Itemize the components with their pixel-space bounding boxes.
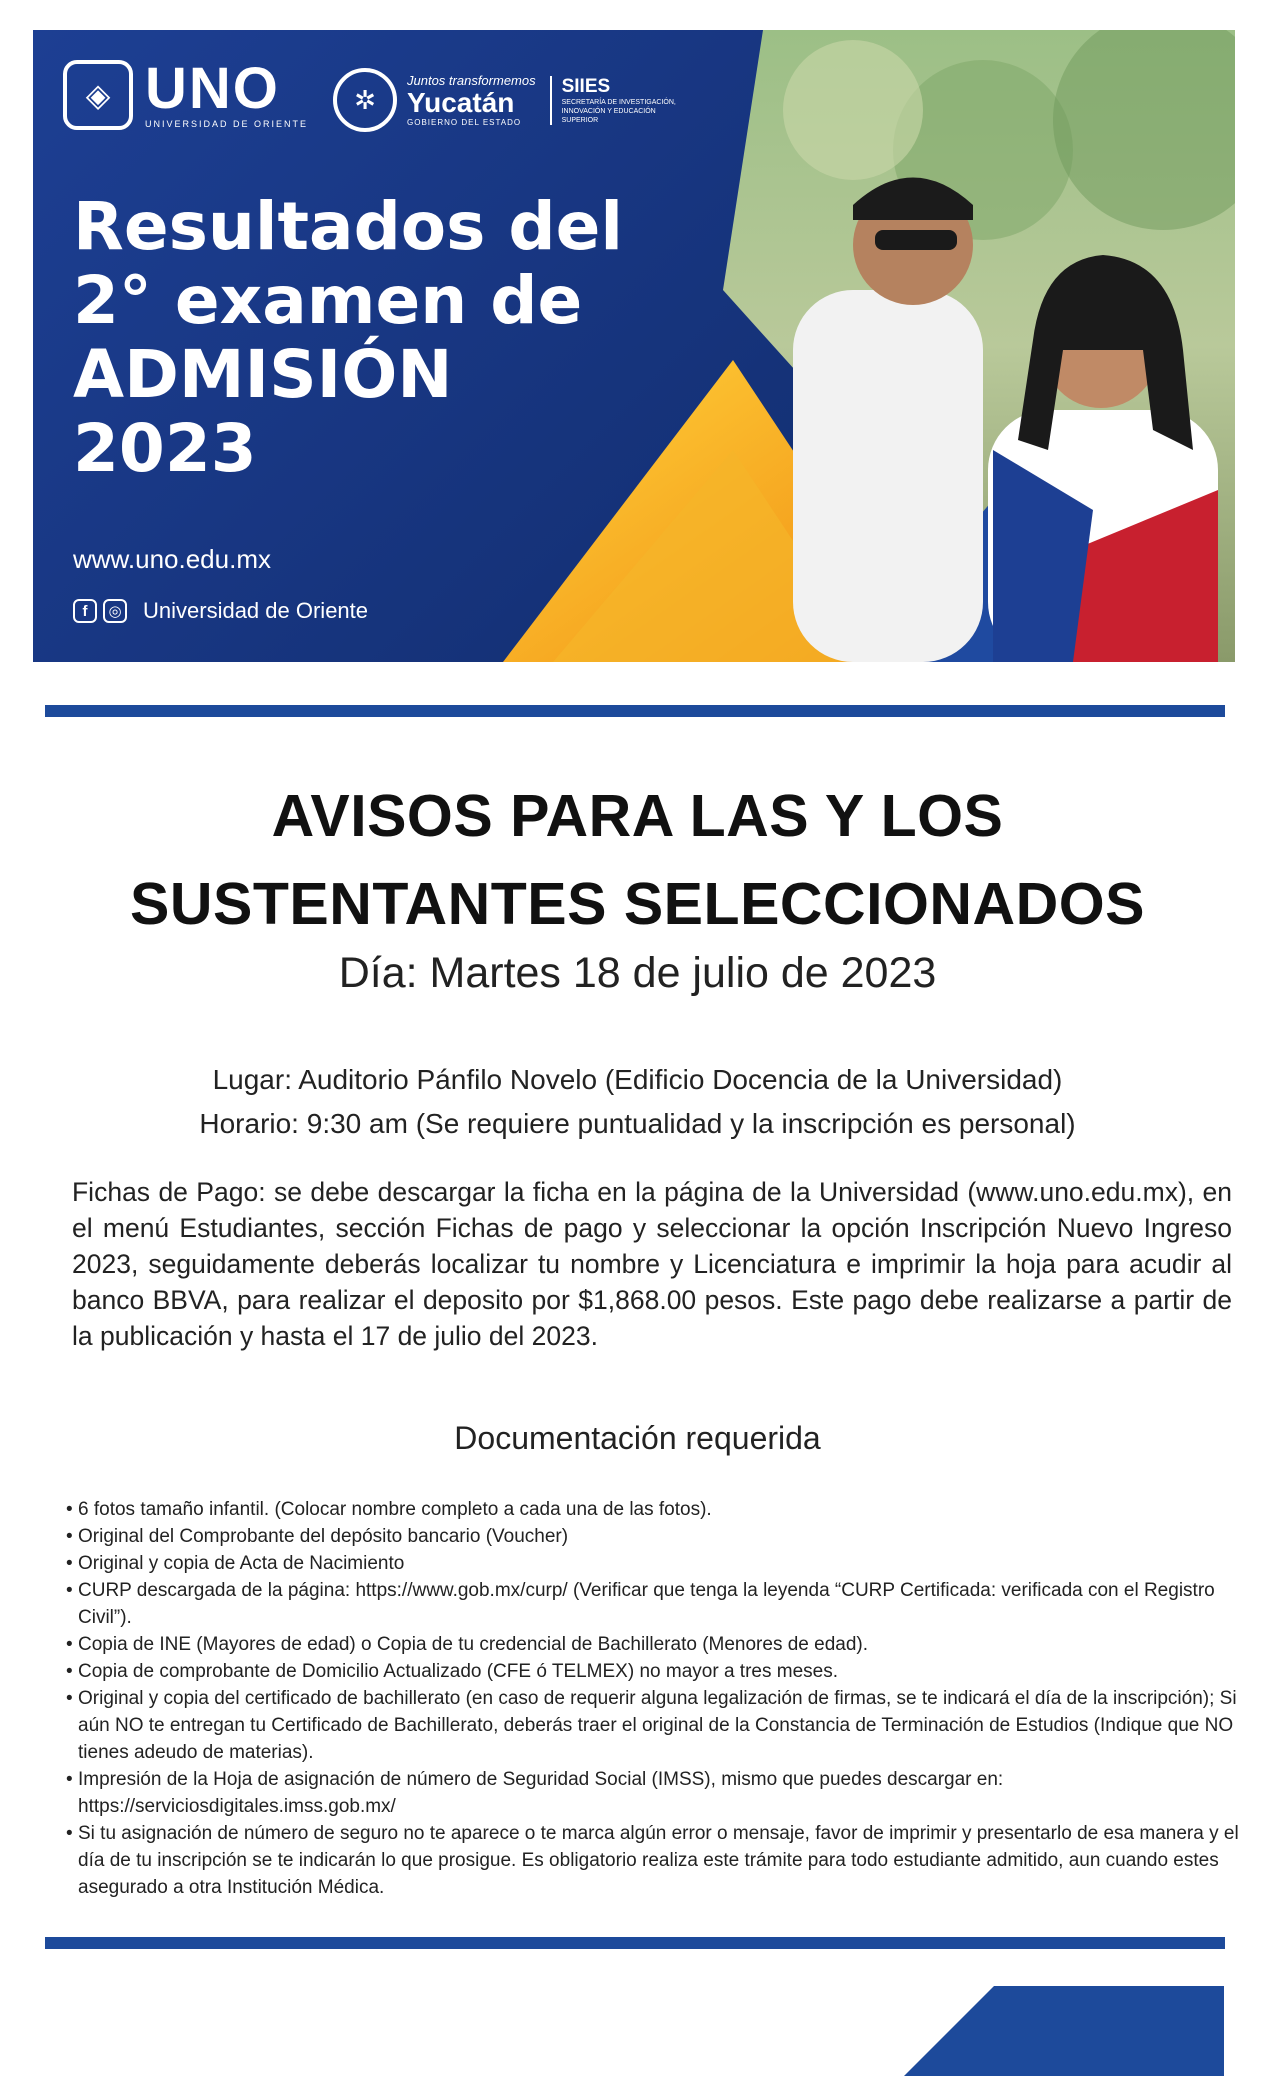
instagram-icon: ◎ — [103, 599, 127, 623]
banner-title-line: ADMISIÓN — [73, 336, 453, 413]
banner-url: www.uno.edu.mx — [73, 544, 271, 574]
uno-logo — [63, 56, 309, 130]
yucatan-tagline: Juntos transformemos — [407, 73, 536, 88]
list-item: • CURP descargada de la página: https://www.gob.mx/curp/ (Verificar que tenga la leyenda “CURP Certificada: verificada con el Registro Civil”). — [66, 1577, 1246, 1631]
banner-title-line: 2023 — [73, 410, 257, 487]
header-banner — [33, 30, 1235, 662]
list-item: • Impresión de la Hoja de asignación de número de Seguridad Social (IMSS), mismo que puedes descargar en: https://serviciosdigitales.imss.gob.mx/ — [66, 1766, 1246, 1820]
bottom-divider — [45, 1937, 1225, 1949]
list-item: • Copia de INE (Mayores de edad) o Copia de tu credencial de Bachillerato (Menores de edad). — [66, 1631, 1246, 1658]
yucatan-emblem-icon: ✲ — [333, 68, 397, 132]
banner-title-line: 2° examen de — [73, 262, 583, 339]
facebook-icon: f — [73, 599, 97, 623]
list-item: • Original y copia de Acta de Nacimiento — [66, 1550, 1246, 1577]
siies-logo — [550, 76, 692, 125]
siies-name: SIIES — [561, 75, 611, 97]
docs-list — [66, 1496, 1246, 1901]
list-item: • Original del Comprobante del depósito bancario (Voucher) — [66, 1523, 1246, 1550]
banner-title-line: Resultados del — [73, 188, 624, 265]
top-divider — [45, 705, 1225, 717]
event-day: Día: Martes 18 de julio de 2023 — [338, 949, 937, 997]
list-item: • Si tu asignación de número de seguro no te aparece o te marca algún error o mensaje, favor de imprimir y presentarlo de esa manera y el día de tu inscripción se te indicarán lo que prosigue. Es obligatorio realiza este trámite para todo estudiante admitido, aun cuando estes asegurado a otra Institución Médica. — [66, 1820, 1246, 1901]
uno-emblem-icon: ◈ — [63, 60, 133, 130]
list-item: • Original y copia del certificado de bachillerato (en caso de requerir alguna legalización de firmas, se te indicará el día de la inscripción); Si aún NO te entregan tu Certificado de Bachillerato, deberás traer el original de la Constancia de Terminación de Estudios (Indique que NO tienes adeudo de materias). — [66, 1685, 1246, 1766]
siies-subtext: SECRETARÍA DE INVESTIGACIÓN, INNOVACIÓN Y EDUCACIÓN SUPERIOR — [561, 98, 676, 124]
corner-decoration — [904, 1986, 1224, 2076]
list-item: • 6 fotos tamaño infantil. (Colocar nombre completo a cada una de las fotos). — [66, 1496, 1246, 1523]
uno-logo-subtext: UNIVERSIDAD DE ORIENTE — [145, 119, 309, 129]
banner-social — [73, 598, 368, 624]
yucatan-logo — [333, 68, 692, 132]
social-label: Universidad de Oriente — [143, 598, 369, 623]
yucatan-name: Yucatán — [407, 87, 515, 118]
docs-title: Documentación requerida — [454, 1420, 821, 1456]
uno-logo-text: UNO — [145, 56, 280, 121]
payment-paragraph: Fichas de Pago: se debe descargar la ficha en la página de la Universidad (www.uno.edu.mx), en el menú Estudiantes, sección Fichas de pago y seleccionar la opción Inscripción Nuevo Ingreso 2023, seguidamente deberás localizar tu nombre y Licenciatura e imprimir la hoja para acudir al banco BBVA, para realizar el deposito por $1,868.00 pesos. Este pago debe realizarse a partir de la publicación y hasta el 17 de julio del 2023. — [72, 1177, 1232, 1351]
main-title-line-2: SUSTENTANTES SELECCIONADOS — [130, 871, 1145, 937]
list-item: • Copia de comprobante de Domicilio Actualizado (CFE ó TELMEX) no mayor a tres meses. — [66, 1658, 1246, 1685]
main-title-line-1: AVISOS PARA LAS Y LOS — [271, 783, 1004, 849]
yucatan-subtext: GOBIERNO DEL ESTADO — [407, 118, 522, 127]
event-place: Lugar: Auditorio Pánfilo Novelo (Edificio Docencia de la Universidad) — [212, 1064, 1063, 1095]
event-time: Horario: 9:30 am (Se requiere puntualidad y la inscripción es personal) — [199, 1108, 1076, 1139]
banner-title — [73, 190, 623, 486]
